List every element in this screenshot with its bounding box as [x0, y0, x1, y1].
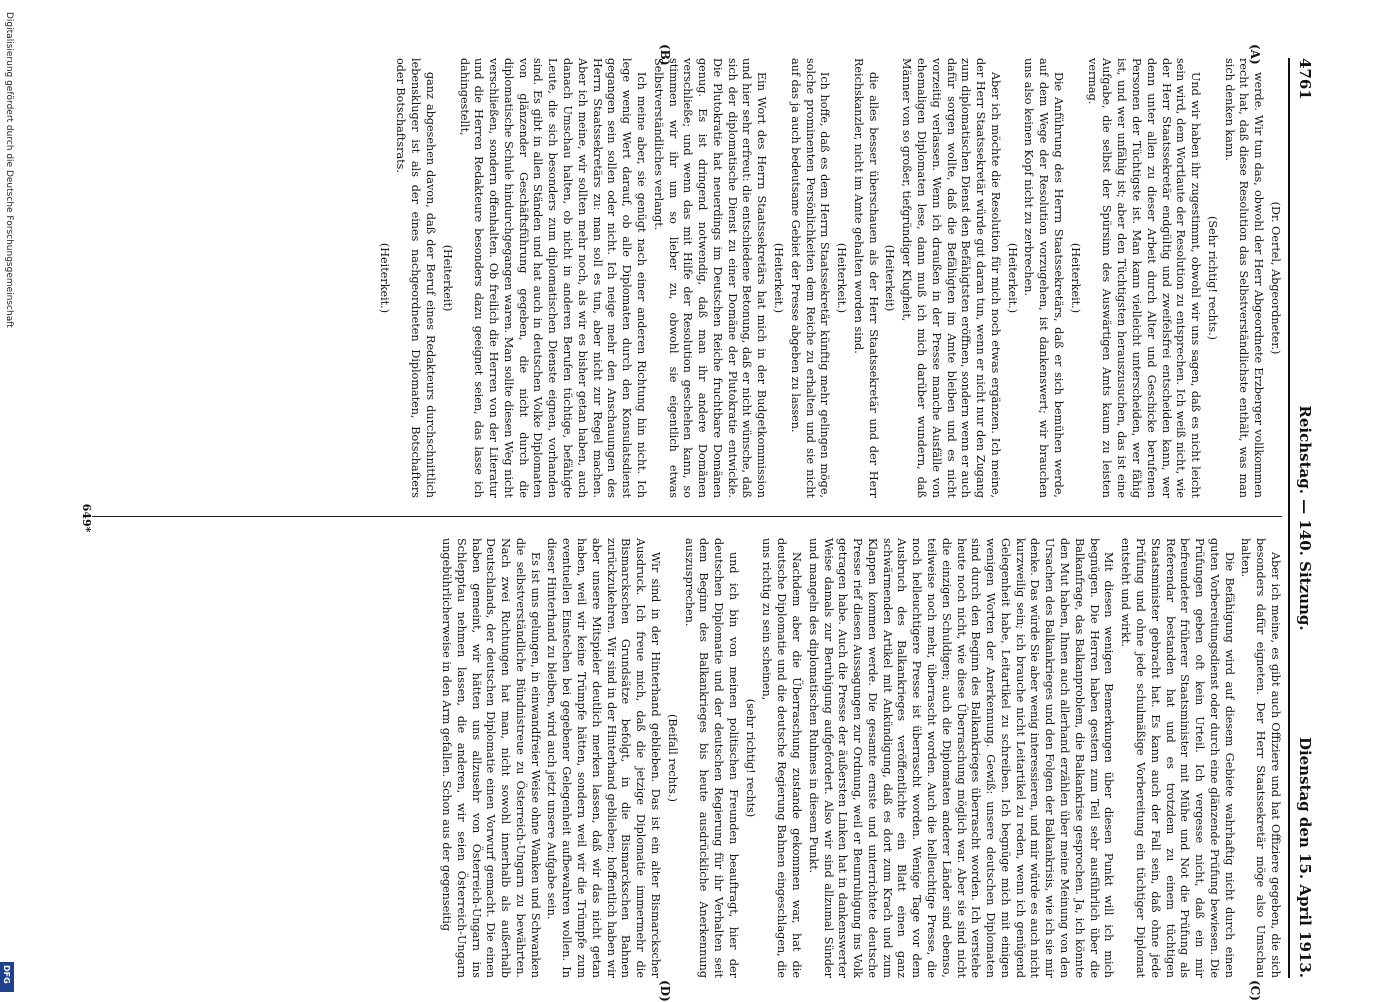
paragraph: Wir sind in der Hinterhand geblieben. Das ist ein alter Bismarckscher Ausdruck. Ich freue mich, daß die jetzige Diplomatie immermehr die Bismarckschen Grundsätze befolgt, in die Bismarckschen Bahnen zurückzukehren. Wir sind in der Hinterhand geblieben; hoffentlich haben wir aber unsere Mitspieler deutlich merken lassen, daß wir das nicht getan haben, weil wir keine Trümpfe hätten, sondern weil wir die Trümpfe zum eventuellen Einstechen bei gegebener Gelegenheit aufbewahren wollen. In dieser Hinterhand zu bleiben, wird auch jetzt unsere Aufgabe sein.: [545, 538, 662, 978]
paragraph: (Dr. Oertel, Abgeordneter.): [1269, 201, 1282, 355]
paragraph: Ein Wort des Herrn Staatssekretärs hat mich in der Budgetkommission und hier sehr erfreut: die entschiedene Betonung, daß er nicht wünsche, daß sich der diplomatische Dienst zu einer Domäne der Plutokratie entwickle. Die Plutokratie hat neuerdings im Deutschen Reiche fruchtbare Domänen genug. Es ist dringend notwendig, daß man ihr andere Domänen verschließe; und wenn das mit Hilfe der Resolution geschehen kann, so stimmen wir ihr um so lieber zu, obwohl sie eigentlich etwas Selbstverständliches verlangt.: [651, 58, 769, 498]
digitization-note: [2, 12, 14, 992]
paragraph: Und wir haben ihr zugestimmt, obwohl wir uns sagen, daß es nicht leicht sein wird, dem Wortlaute der Resolution zu entsprechen. Ich weiß nicht, wie der Herr Staatssekretär endgültig und zweifelsfrei entscheiden kann, wer denn unter allen zu dieser Arbeit durch Alter und Geschicke berufenen Personen der Tüchtigste ist. Man kann vielleicht unterscheiden, wer fähig ist, und wer unfähig ist; aber den Tüchtigsten herauszusuchen, das ist eine Aufgabe, die selbst der Spürsinn des Auswärtigen Amts kaum zu leisten vermag.: [1085, 58, 1203, 498]
page-title: Reichstag. — 140. Sitzung.: [1296, 405, 1314, 631]
paragraph: Aber ich möchte die Resolution für mich noch etwas ergänzen. Ich meine, der Herr Staatssekretär würde gut daran tun, wenn er nicht nur den Zugang zum diplomatischen Dienst den Befähigtsten eröffnen, sondern wenn er auch dafür sorgen wollte, daß die Befähigten im Amte bleiben und es nicht vorzeitig verlassen. Wenn ich draußen in der Presse manche Ausfälle von ehemaligen Diplomaten lese, dann muß ich mich darüber wundern, daß Männer von so großer, tiefgründiger Klugheit,: [900, 58, 1002, 498]
paragraph: Ich hoffe, daß es dem Herrn Staatssekretär künftig mehr gelingen möge, solche prominenten Persönlichkeiten dem Reiche zu erhalten und sie nicht auf das ja auch bedeutsame Gebiet der Presse abgeben zu lassen.: [788, 58, 832, 498]
paragraph: (Heiterkeit.): [835, 242, 849, 314]
paragraph: werde. Wir tun das, obwohl der Herr Abgeordnete Erzberger vollkommen recht hat, daß diese Resolution das Selbstverständlichste enthält, was man sich denken kann.: [1222, 58, 1266, 498]
paragraph: (Heiterkeit.): [377, 242, 391, 314]
paragraph: Nachdem aber die Überraschung zustande gekommen war, hat die deutsche Diplomatie und die deutsche Regierung Bahnen eingeschlagen, die uns richtig zu sein scheinen,: [760, 538, 803, 978]
paragraph: (Heiterkeit.): [772, 242, 785, 314]
paragraph: (Heiterkeit.): [1005, 242, 1019, 314]
dfg-logo-text: DFG: [2, 965, 11, 984]
paragraph: ganz abgesehen davon, daß der Beruf eines Redakteurs durchschnittlich lebenskluger ist als der eines nachgeordneten Diplomaten, Botschafters oder Botschaftsrats.: [394, 58, 438, 498]
text-columns: [92, 44, 1282, 1002]
page-header: [1288, 58, 1320, 978]
paragraph: (Heiterkeit): [883, 244, 897, 312]
dfg-logo: [0, 962, 14, 992]
column-divider: [92, 516, 1282, 517]
paragraph: (Sehr richtig! rechts.): [1205, 215, 1219, 341]
paragraph: (Heiterkeit.): [1068, 242, 1082, 314]
marker-d: (D): [658, 980, 672, 1002]
paragraph: und ich bin von meinen politischen Freunden beauftragt, hier der deutschen Diplomatie und der deutschen Regierung für ihr Verhalten seit dem Beginn des Balkankrieges bis heute ausdrückliche Anerkennung auszusprechen.: [682, 538, 740, 978]
marker-c: (C): [1248, 980, 1262, 1001]
paragraph: Mit diesen wenigen Bemerkungen über diesen Punkt will ich mich begnügen. Die Herren haben gestern zum Teil sehr ausführlich über die Balkanfrage, das Balkanproblem, die Balkankrise gesprochen. Ja, ich könnte den Mut haben, Ihnen auch allerhand erzählen über meine Meinung von den Ursachen des Balkankrieges und den Folgen der Balkankrisis, wie ich sie mir denke. Das würde Sie aber wenig interessieren, und mir würde es auch nicht kurzweilig sein; ich brauche nicht Leitartikel zu reden, wenn ich genügend Gelegenheit habe, Leitartikel zu schreiben. Ich begnüge mich mit einigen wenigen Worten der Anerkennung. Gewiß: unsere deutschen Diplomaten sind durch den Beginn des Balkankrieges überrascht worden. Ich verstehe heute noch nicht, wie diese Überraschung möglich war. Aber sie sind nicht die einzigen Schuldigen; auch die Diplomaten anderer Länder sind ebenso, teilweise noch mehr, überrascht worden. Auch die helleuchtige Presse, die noch helleuchtigere Presse ist überrascht worden. Wenige Tage vor dem Ausbruch des Balkankrieges veröffentlichte ein Blatt einen ganz schwärmenden Artikel mit Ankündigung, daß es dort zum Krach und zum Klappen kommen werde. Die gesamte ernste und unterrichtete deutsche Presse rief diesen Aussagungen zur Ordnung, weil er Beunruhigung ins Volk getragen habe. Auch die Presse der äußersten Linken hat in dankenswerter Weise damals zur Beruhigung aufgefordert. Also wir sind allzumal Sünder und mangeln des diplomatischen Ruhmes in diesem Punkt.: [806, 538, 1116, 978]
paragraph: Die Befähigung wird auf diesem Gebiete wahrhaftig nicht durch einen guten Vorbereitungsdienst oder durch eine glänzende Prüfung bewiesen. Die Prüfungen geben oft kein Urteil. Ich vergesse nicht, daß ein mir befreundeter früherer Staatsminister mit Mühe und Not die Prüfung als Referendar bestanden hat und es trotzdem zu einem tüchtigen Staatsminister gebracht hat. Es kann auch der Fall sein, daß ohne jede Prüfung und ohne jede schulmäßige Vorbereitung ein tüchtiger Diplomat entsteht und wirkt.: [1119, 538, 1236, 978]
right-column: [92, 538, 1282, 978]
paragraph: Die Anführung des Herrn Staatssekretärs, daß er sich bemühen werde, auf dem Wege der Resolution vorzugehen, ist dankenswert; wir brauchen uns also keinen Kopf nicht zu zerbrechen.: [1022, 58, 1066, 498]
page-number: 4761: [1296, 58, 1314, 100]
paragraph: (sehr richtig! rechts): [743, 698, 757, 818]
footer-page-mark: 649*: [80, 503, 93, 533]
page-date: Dienstag den 15. April 1913.: [1296, 736, 1314, 978]
marker-a: (A): [1248, 44, 1262, 65]
paragraph: Es ist uns gelungen, in einwandfreier Weise ohne Wanken und Schwanken die selbstverständliche Bündnistreue zu Österreich-Ungarn zu bewährten. Nach zwei Richtungen hat man, nicht sowohl innerhalb als außerhalb Deutschlands, der deutschen Diplomatie einen Vorwurf gemacht. Die einen haben gemeint, wir hätten uns allzusehr von Österreich-Ungarn ins Schlepptau nehmen lassen, die anderen, wir seien Österreich-Ungarn ungebührlicherweise in den Arm gefallen. Schon aus der gegenseitig: [440, 538, 542, 978]
paragraph: (Heiterkeit): [440, 244, 454, 312]
left-column: [92, 58, 1282, 498]
marker-b: (B): [658, 44, 672, 66]
newspaper-page: [80, 44, 1320, 1002]
digitization-note-text: Digitalisierung gefördert durch die Deutsche Forschungsgemeinschaft: [4, 12, 14, 328]
paragraph: die alles besser überschauen als der Herr Staatssekretär und der Herr Reichskanzler, nicht im Amte gehalten worden sind.: [851, 58, 880, 498]
paragraph: (Beifall rechts.): [665, 714, 679, 802]
paragraph: Aber ich meine, es gibt auch Offiziere und hat Offiziere gegeben, die sich besonders dafür eigneten. Der Herr Staatssekretär möge also Umschau halten.: [1239, 538, 1282, 978]
paragraph: Ich meine aber, sie genügt nach einer anderen Richtung hin nicht. Ich lege wenig Wert darauf, ob alle Diplomaten durch den Konsulatsdienst gegangen sein sollen oder nicht. Ich neige mehr den Anschauungen des Herrn Staatssekretärs zu: man soll es tun, aber nicht zur Regel machen. Aber ich meine, wir sollten mehr noch, als wir es bisher getan haben, auch danach Umschau halten, ob nicht in anderen Berufen tüchtige, befähigte Leute, die sich besonders zum diplomatischen Dienste eignen, vorhanden sind. Es gibt in allen Ständen und hat auch in deutschen Volke Diplomaten von glänzender Geschäftsführung gegeben, die nicht durch die diplomatische Schule hindurchgegangen waren. Man sollte diesen Weg nicht verschließen, sondern offenhalten. Ob freilich die Herren von der Literatur und die Herren Redakteure besonders dazu geeignet seien, das lasse ich dahingestellt,: [457, 58, 648, 498]
